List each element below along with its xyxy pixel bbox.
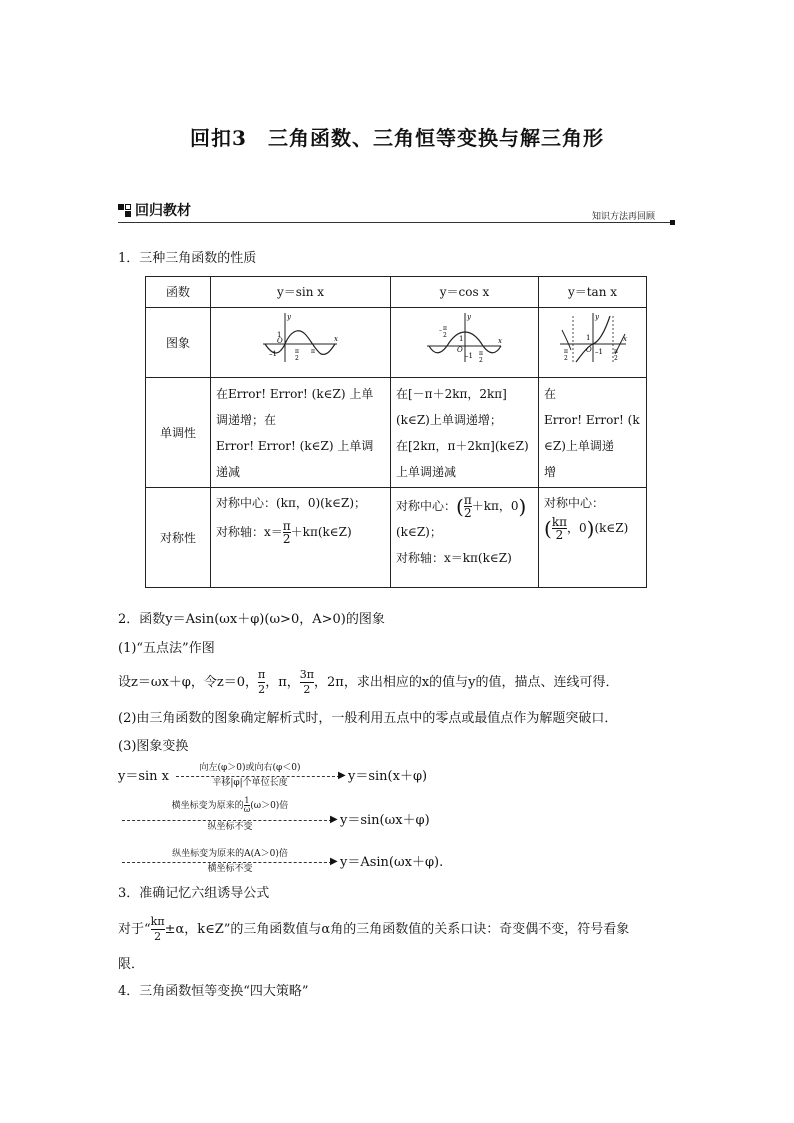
cos-sym-center-value: ＋kπ，0 [471,499,519,513]
table-header-cos: y＝cos x [391,277,539,308]
svg-text:π: π [294,348,299,355]
cos-monotonicity [391,378,539,488]
fraction-numerator: 1 [244,796,250,805]
determine-formula-text: (2)由三角函数的图象确定解析式时，一般利用五点中的零点或最值点作为解题突破口． [118,711,618,726]
fraction-numerator: kπ [150,915,165,928]
tan-mono-line: Error! Error! (k [544,412,640,427]
cos-sym-center-label: 对称中心： [396,499,457,513]
svg-text:O: O [456,346,463,354]
sin-mono-line: 递减 [216,464,241,479]
arrow-head-icon: ▶ [338,770,346,781]
fraction-numerator: 3π [299,668,315,681]
row-label-symmetry: 对称性 [146,488,211,588]
svg-text:1: 1 [458,335,463,343]
svg-text:y: y [466,313,471,321]
tan-monotonicity [539,378,647,488]
induction-text-b: ±α，k∈Z”的三角函数值与α角的三角函数值的关系口诀：奇变偶不变，符号看象 [164,922,630,937]
svg-text:π: π [613,348,618,355]
svg-text:x: x [622,335,627,343]
svg-text:2: 2 [478,357,483,364]
tan-graph [539,308,647,378]
item-2-heading: 2．函数y＝Asin(ωx＋φ)(ω>0，A>0)的图象 [118,612,385,627]
trans-3-bottom: 横坐标不变 [207,864,253,874]
five-point-text-c: ，2π，求出相应的x的值与y的值，描点、连线可得． [314,675,619,690]
tan-mono-line: ∈Z)上单调递 [544,438,614,453]
tan-mono-line: 增 [544,464,557,479]
section-dot-icon [670,220,675,225]
svg-text:x: x [333,335,338,343]
trans-2-top-a: 横坐标变为原来的 [171,801,244,811]
paren-left: ( [456,494,464,519]
svg-text:2: 2 [294,355,299,362]
five-point-title: (1)“五点法”作图 [118,641,215,656]
cos-sym-axis: 对称轴：x＝kπ(k∈Z) [396,551,512,565]
trig-properties-table [145,276,647,588]
arrow-head-icon: ▶ [330,856,338,867]
kpi-over-2-fraction [151,915,165,944]
sin-sym-axis [216,520,385,545]
svg-text:1: 1 [276,331,281,339]
sin-mono-line: Error! Error! (k∈Z) 上单调 [216,438,374,453]
svg-text:O: O [276,337,283,345]
induction-text-end: 限． [118,957,145,972]
svg-text:2: 2 [442,332,447,339]
svg-text:–: – [438,327,442,334]
sin-graph-svg [261,310,341,366]
svg-text:–1: –1 [594,348,603,356]
tan-sym-k: (k∈Z) [594,521,629,535]
cos-sym-center [396,494,533,519]
paren-right: ) [518,494,527,519]
fraction-denominator: 2 [555,528,564,542]
cos-symmetry [391,488,539,588]
five-point-text-b: ，π， [265,675,300,690]
cos-mono-line: (k∈Z)上单调递增； [396,412,502,427]
table-header-sin: y＝sin x [211,277,391,308]
3pi-over-2-fraction [300,668,314,697]
fraction-denominator: ω [243,805,251,814]
fraction-numerator: π [463,493,472,507]
sin-monotonicity [211,378,391,488]
item-4-heading: 4．三角函数恒等变换“四大策略” [118,984,309,999]
sin-mono-line: 调递增；在 [216,412,277,427]
trans-3-top: 纵坐标变为原来的A(A＞0)倍 [172,849,288,859]
svg-text:–1: –1 [268,350,277,358]
trans-2-bottom: 纵坐标不变 [207,822,253,832]
fraction-numerator: kπ [551,515,567,529]
trans-3-arrow [122,862,332,863]
pi-over-2-fraction [283,520,291,545]
item-3-heading: 3．准确记忆六组诱导公式 [118,886,270,901]
row-label-graph: 图象 [146,308,211,378]
tan-sym-zero: ，0 [566,521,587,535]
table-header-function: 函数 [146,277,211,308]
induction-text-a: 对于“ [118,922,151,937]
fraction-denominator: 2 [282,532,291,546]
cos-mono-line: 上单调递减 [396,464,457,479]
item-1-heading: 1．三种三角函数的性质 [118,251,257,266]
sin-symmetry [211,488,391,588]
svg-text:x: x [497,337,502,345]
svg-text:2: 2 [613,355,618,362]
cos-graph-svg [425,310,505,366]
svg-text:2: 2 [563,355,568,362]
sin-mono-line: 在Error! Error! (k∈Z) 上单 [216,386,374,401]
table-header-tan: y＝tan x [539,277,647,308]
induction-formula-text [118,912,629,948]
fraction-denominator: 2 [463,506,472,520]
trans-end-2: y＝sin(ωx＋φ) [340,813,430,828]
tan-graph-svg [558,310,628,366]
fraction-numerator: π [282,519,291,533]
section-rule [118,222,674,223]
svg-text:y: y [286,313,291,321]
kpi-over-2-fraction [552,516,567,541]
cos-mono-line: 在[2kπ，π＋2kπ](k∈Z) [396,438,529,453]
trans-1-arrow [176,776,340,777]
trans-2-arrow [122,820,332,821]
sin-sym-axis-suffix: ＋kπ(k∈Z) [290,525,352,539]
trans-end-3: y＝Asin(ωx＋φ). [340,855,444,870]
fraction-denominator: 2 [154,930,162,943]
svg-text:–1: –1 [464,352,473,360]
svg-text:y: y [594,313,599,321]
paren-right: ) [586,516,595,541]
svg-text:π: π [563,348,568,355]
tan-mono-line: 在 [544,386,557,401]
section-header [118,200,191,220]
sin-graph [211,308,391,378]
trans-2-top-b: (ω＞0)倍 [250,801,289,811]
arrow-head-icon: ▶ [330,814,338,825]
tan-sym-center-value [544,516,641,541]
cos-graph [391,308,539,378]
svg-text:1: 1 [585,334,590,342]
svg-text:π: π [442,325,447,332]
trans-1-top: 向左(φ＞0)或向右(φ＜0) [199,763,301,773]
trans-start: y＝sin x [118,769,170,784]
page-title: 回扣3 三角函数、三角恒等变换与解三角形 [190,126,604,150]
cos-mono-line: 在[－π＋2kπ，2kπ] [396,386,507,401]
trans-end-1: y＝sin(x＋φ) [348,769,428,784]
row-label-monotonicity: 单调性 [146,378,211,488]
section-label: 回归教材 [135,203,191,219]
paren-left: ( [544,516,552,541]
section-right-label: 知识方法再回顾 [592,212,656,222]
fraction-denominator: 2 [303,683,311,696]
pi-over-2-fraction [464,494,472,519]
fraction-numerator: π [258,668,266,681]
five-point-text [118,665,619,701]
tan-symmetry [539,488,647,588]
svg-text:π: π [478,350,483,357]
trans-1-bottom: 平移|φ|个单位长度 [212,778,288,788]
svg-text:π: π [310,348,315,355]
section-square-icon [118,204,131,217]
tan-sym-center-label: 对称中心： [544,496,605,510]
sin-sym-center: 对称中心：(kπ，0)(k∈Z)； [216,496,367,510]
five-point-text-a: 设z＝ωx＋φ，令z＝0， [118,675,259,690]
svg-text:O: O [585,346,592,354]
transform-title: (3)图象变换 [118,739,189,754]
fraction-denominator: 2 [258,683,266,696]
sin-sym-axis-prefix: 对称轴：x＝ [216,525,283,539]
trans-2-top [160,797,300,814]
cos-sym-center-k: (k∈Z)； [396,525,442,539]
